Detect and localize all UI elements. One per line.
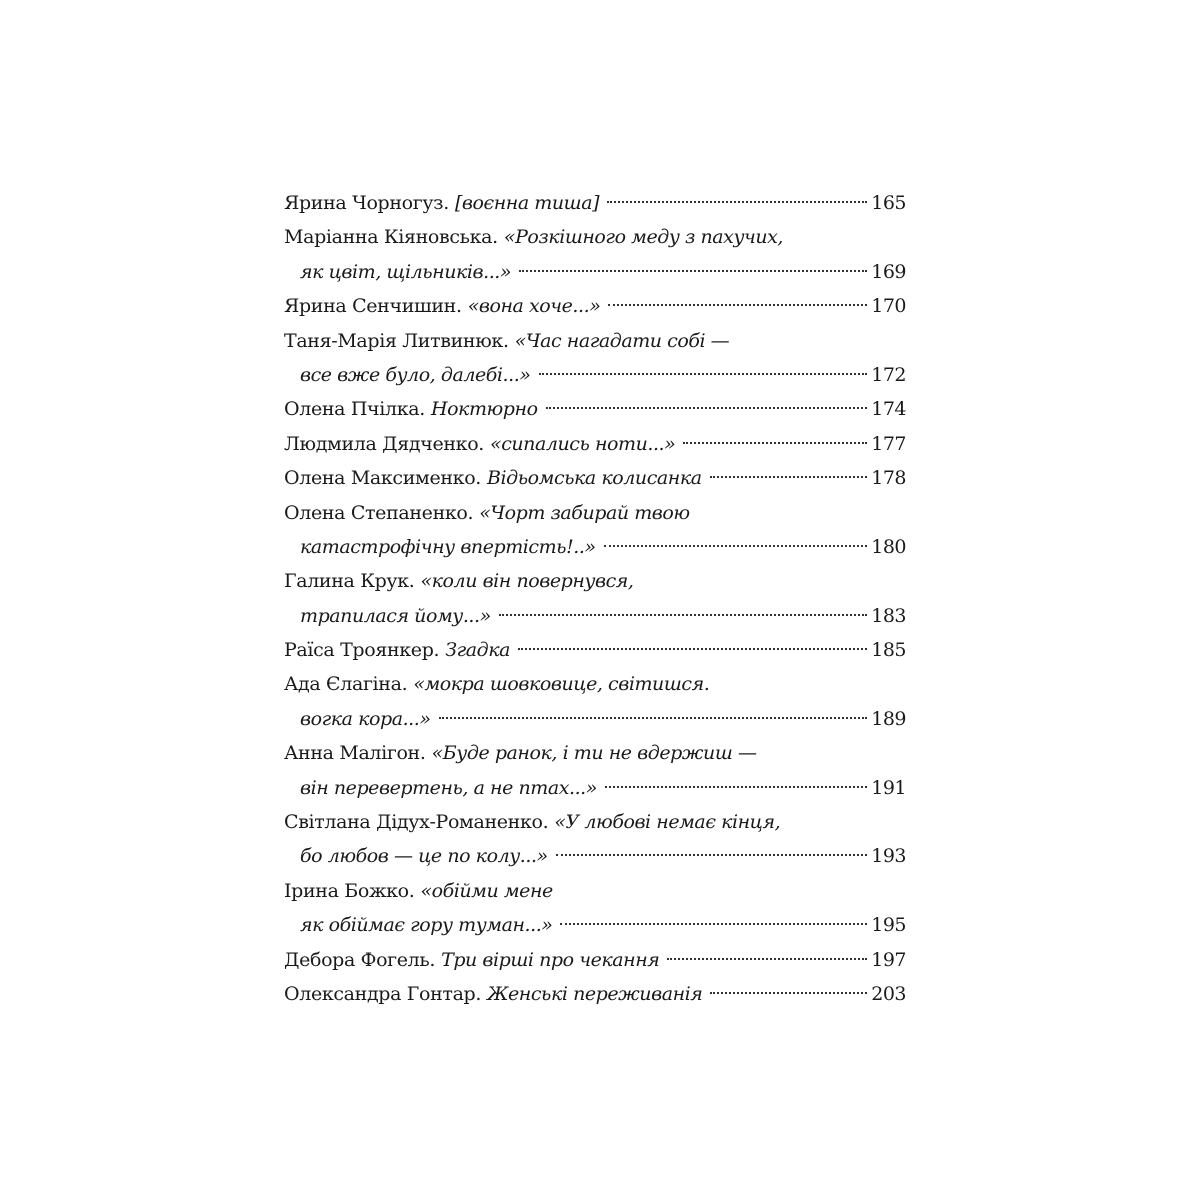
dot-leader: [608, 304, 867, 306]
toc-title: «мокра шовковице, світишся.: [413, 673, 710, 696]
toc-page-number: 180: [871, 535, 906, 558]
toc-entry: [284, 667, 906, 701]
toc-title: Згадка: [445, 639, 511, 662]
toc-entry: [284, 392, 906, 426]
toc-title: «сипались ноти...»: [490, 432, 676, 455]
dot-leader: [710, 476, 868, 478]
toc-entry: [284, 324, 906, 358]
toc-entry: [284, 805, 906, 839]
toc-entry-continuation: [284, 599, 906, 633]
toc-page-number: 185: [871, 639, 906, 662]
dot-leader: [710, 992, 867, 994]
dot-leader: [556, 854, 868, 856]
toc-title-continuation: катастрофічну впертість!..»: [300, 535, 596, 558]
toc-page-number: 178: [871, 467, 906, 490]
toc-author: Анна Малігон.: [284, 742, 426, 765]
dot-leader: [499, 614, 867, 616]
toc-entry: [284, 977, 906, 1011]
toc-page-number: 165: [871, 192, 906, 214]
toc-author: Раїса Троянкер.: [284, 639, 440, 662]
toc-page-number: 203: [871, 982, 906, 1005]
toc-entry: [284, 943, 906, 977]
toc-author: Ярина Чорногуз.: [284, 192, 449, 214]
toc-entry-continuation: [284, 771, 906, 805]
toc-title: «обійми мене: [420, 879, 553, 902]
toc-title: «Розкішного меду з пахучих,: [503, 226, 784, 249]
toc-title: Женські переживанія: [487, 982, 703, 1005]
toc-title: [воєнна тиша]: [454, 192, 600, 214]
dot-leader: [539, 373, 868, 375]
toc-title: Ноктюрно: [430, 398, 538, 421]
toc-entry: [284, 220, 906, 254]
toc-page-number: 169: [871, 260, 906, 283]
toc-title: «вона хоче...»: [467, 295, 601, 318]
toc-author: Людмила Дядченко.: [284, 432, 484, 455]
toc-entry: [284, 874, 906, 908]
toc-entry: [284, 427, 906, 461]
toc-author: Олександра Гонтар.: [284, 982, 482, 1005]
toc-page-number: 174: [871, 398, 906, 421]
toc-author: Ірина Божко.: [284, 879, 415, 902]
dot-leader: [604, 545, 868, 547]
dot-leader: [519, 270, 867, 272]
toc-author: Світлана Дідух-Романенко.: [284, 811, 549, 834]
toc-page-number: 183: [871, 604, 906, 627]
toc-author: Маріанна Кіяновська.: [284, 226, 498, 249]
toc-title: «У любові немає кінця,: [554, 811, 781, 834]
toc-title-continuation: як обіймає гору туман...»: [300, 914, 553, 937]
table-of-contents: [284, 186, 906, 1011]
toc-entry: [284, 633, 906, 667]
dot-leader: [439, 717, 868, 719]
toc-author: Ярина Сенчишин.: [284, 295, 462, 318]
toc-title-continuation: як цвіт, щільників...»: [300, 260, 512, 283]
toc-author: Олена Пчілка.: [284, 398, 425, 421]
toc-title: «Чорт забирай твою: [479, 501, 690, 524]
toc-page-number: 189: [871, 707, 906, 730]
toc-author: Олена Максименко.: [284, 467, 481, 490]
toc-author: Таня-Марія Литвинюк.: [284, 329, 509, 352]
toc-author: Дебора Фогель.: [284, 948, 436, 971]
toc-entry-continuation: [284, 908, 906, 942]
toc-author: Галина Крук.: [284, 570, 415, 593]
toc-page-number: 191: [871, 776, 906, 799]
toc-title-continuation: вогка кора...»: [300, 707, 431, 730]
toc-title: Три вірші про чекання: [441, 948, 660, 971]
toc-title-continuation: бо любов — це по колу...»: [300, 845, 548, 868]
toc-page-number: 195: [871, 914, 906, 937]
toc-title: «коли він повернувся,: [420, 570, 634, 593]
toc-entry-continuation: [284, 255, 906, 289]
toc-title-continuation: він перевертень, а не птах...»: [300, 776, 597, 799]
toc-title-continuation: все вже було, далебі...»: [300, 363, 531, 386]
toc-entry-continuation: [284, 358, 906, 392]
dot-leader: [683, 442, 867, 444]
toc-page-number: 193: [871, 845, 906, 868]
dot-leader: [605, 786, 867, 788]
toc-title: «Час нагадати собі —: [514, 329, 730, 352]
toc-page-number: 197: [871, 948, 906, 971]
toc-title: Відьомська колисанка: [487, 467, 702, 490]
toc-title-continuation: трапилася йому...»: [300, 604, 491, 627]
toc-entry: [284, 564, 906, 598]
toc-entry-continuation: [284, 530, 906, 564]
dot-leader: [667, 958, 867, 960]
dot-leader: [560, 923, 867, 925]
dot-leader: [518, 648, 867, 650]
toc-entry-continuation: [284, 839, 906, 873]
toc-entry: [284, 186, 906, 220]
toc-entry: [284, 461, 906, 495]
toc-entry: [284, 736, 906, 770]
toc-title: «Буде ранок, і ти не вдержиш —: [431, 742, 757, 765]
toc-author: Олена Степаненко.: [284, 501, 474, 524]
dot-leader: [546, 407, 868, 409]
toc-entry: [284, 496, 906, 530]
toc-page-number: 172: [871, 363, 906, 386]
toc-entry-continuation: [284, 702, 906, 736]
toc-entry: [284, 289, 906, 323]
dot-leader: [607, 201, 867, 203]
toc-page-number: 170: [871, 295, 906, 318]
toc-author: Ада Єлагіна.: [284, 673, 408, 696]
toc-page-number: 177: [871, 432, 906, 455]
